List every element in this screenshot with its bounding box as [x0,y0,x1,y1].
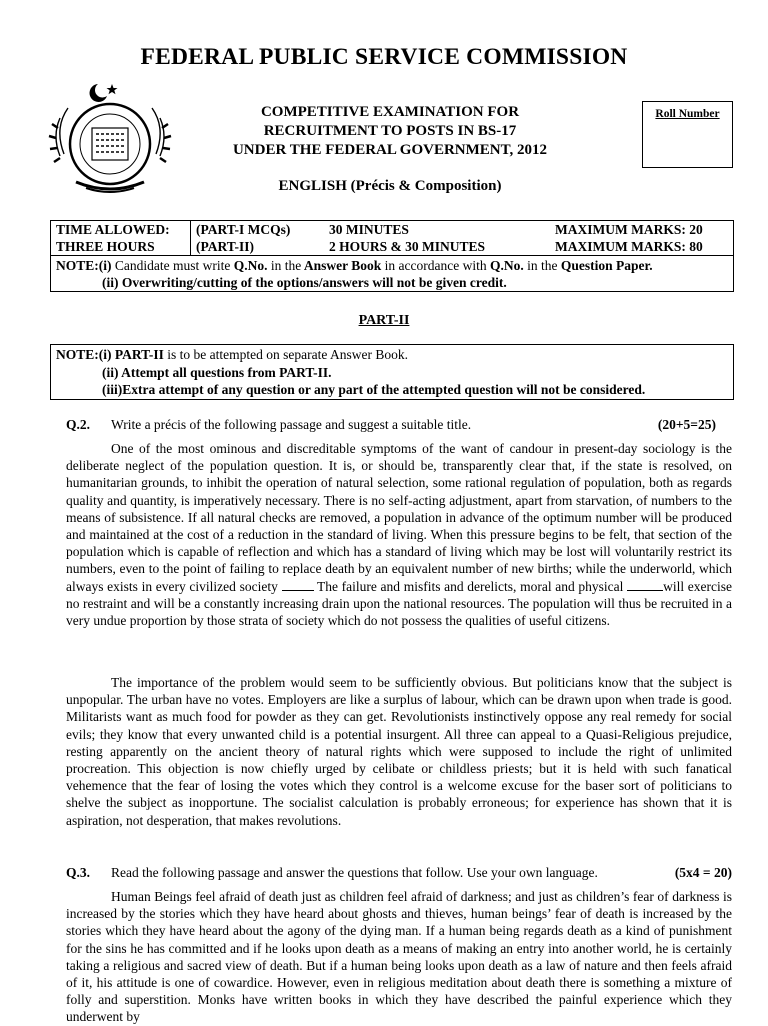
part-note-line-3: (iii)Extra attempt of any question or any part of the attempted question will not be considered. [102,382,646,397]
exam-line-3: UNDER THE FEDERAL GOVERNMENT, 2012 [232,142,548,158]
question-text: Write a précis of the following passage and suggest a suitable title. [111,417,472,432]
q3-paragraph-1: Human Beings feel afraid of death just as children feel afraid of darkness; and just as children’s fear of darkness is increased by the stories which they have heard about ghosts and thieves, human beings’ fear of death is increased by the stories which they have heard about the agony of the dying man. If a human being regards death as a kind of punishment for the sins he has committed and if he looks upon death as a means of making an entry into another world, he is certainly taking a religious and sacred view of death. But if a human being looks upon death as a law of nature and then feels afraid of it, his attitude is one of cowardice. However, even in religious meditation about death there is something a mixture of folly and superstition. Monks have written books in which they have described the painful experience which they underwent by [66,889,732,1025]
fpsc-emblem-logo [46,78,174,196]
general-note [51,256,734,292]
part1-marks: MAXIMUM MARKS: 20 [550,221,734,239]
exam-heading [190,103,590,160]
part2-marks: MAXIMUM MARKS: 80 [550,238,734,256]
note-line-2: (ii) Overwriting/cutting of the options/answers will not be given credit. [102,275,507,290]
question-text: Read the following passage and answer the questions that follow. Use your own language. [111,865,598,880]
time-marks-table [50,220,734,292]
table-row [51,256,734,292]
question-marks: (5x4 = 20) [674,865,732,880]
table-row [51,238,734,256]
question-number: Q.2. [66,417,91,432]
part2-label: (PART-II) [191,238,325,256]
subject-title: ENGLISH (Précis & Composition) [278,178,502,194]
roll-number-label: Roll Number [655,108,720,120]
part2-duration: 2 HOURS & 30 MINUTES [324,238,550,256]
blank-line [282,579,314,591]
three-hours-label: THREE HOURS [51,238,191,256]
part-ii-heading: PART-II [358,313,410,328]
exam-line-1: COMPETITIVE EXAMINATION FOR [260,104,520,120]
table-row [51,221,734,239]
q2-paragraph-2: The importance of the problem would seem to be sufficiently obvious. But politicians know that the subject is unpopular. The urban have no votes. Employers are like a surplus of labour, which can be drawn upon when trade is good. Militarists want as much food for powder as they can get. Revolutionists instinctively oppose any real remedy for social evils; they know that every unwanted child is a potential insurgent. All three can appeal to a Quasi-Religious prejudice, resting apparently on the ancient theory of natural rights which were supposed to include the right of unlimited procreation. This objection is now chiefly urged by celibate or childless priests; but it is held with such fanatical vehemence that the fear of losing the votes which they control is a welcome excuse for the baser sort of politicians to shelve the subject as inopportune. The socialist calculation is probably erroneous; for experience has shown that it is aspiration, not desperation, that makes revolutions. [66,675,732,828]
exam-line-2: RECRUITMENT TO POSTS IN BS-17 [263,123,517,139]
part1-label: (PART-I MCQs) [191,221,325,239]
part-ii-note [50,344,734,400]
commission-title: FEDERAL PUBLIC SERVICE COMMISSION [140,44,628,70]
question-number: Q.3. [66,865,91,880]
note-line-1: NOTE:(i) Candidate must write Q.No. in the Answer Book in accordance with Q.No. in the Question Paper. [56,258,653,273]
blank-line [627,579,663,591]
q2-paragraph-1: One of the most ominous and discreditable symptoms of the want of candour in present-day sociology is the deliberate neglect of the population question. It is, or should be, transparently clear that, if the state is resolved, on humanitarian grounds, to inhibit the operation of natural selection, some rational regulation of population, both as regards quality and quantity, is imperatively necessary. There is no self-acting adjustment, apart from starvation, of numbers to the means of subsistence. If all natural checks are removed, a population in advance of the optimum number will be produced and maintained at the cost of a reduction in the standard of living. When this pressure begins to be felt, that section of the population which is capable of reflection and which has a standard of living which may be lost will voluntarily restrict its numbers, even to the point of failing to replace death by an equivalent number of new births; while the underworld, which always exists in every civilized society The failure and misfits and derelicts, moral and physical will exercise no restraint and will be a constantly increasing drain upon the national resources. The population will thus be recruited in a very undue proportion by those strata of society which do not possess the qualities of useful citizens. [66,441,733,629]
part1-duration: 30 MINUTES [324,221,550,239]
part-note-line-2: (ii) Attempt all questions from PART-II. [102,364,332,380]
part-note-line-1: NOTE:(i) PART-II is to be attempted on separate Answer Book. [56,347,408,362]
question-marks: (20+5=25) [657,417,716,432]
roll-number-box[interactable] [642,101,733,168]
time-allowed-label: TIME ALLOWED: [51,221,191,239]
